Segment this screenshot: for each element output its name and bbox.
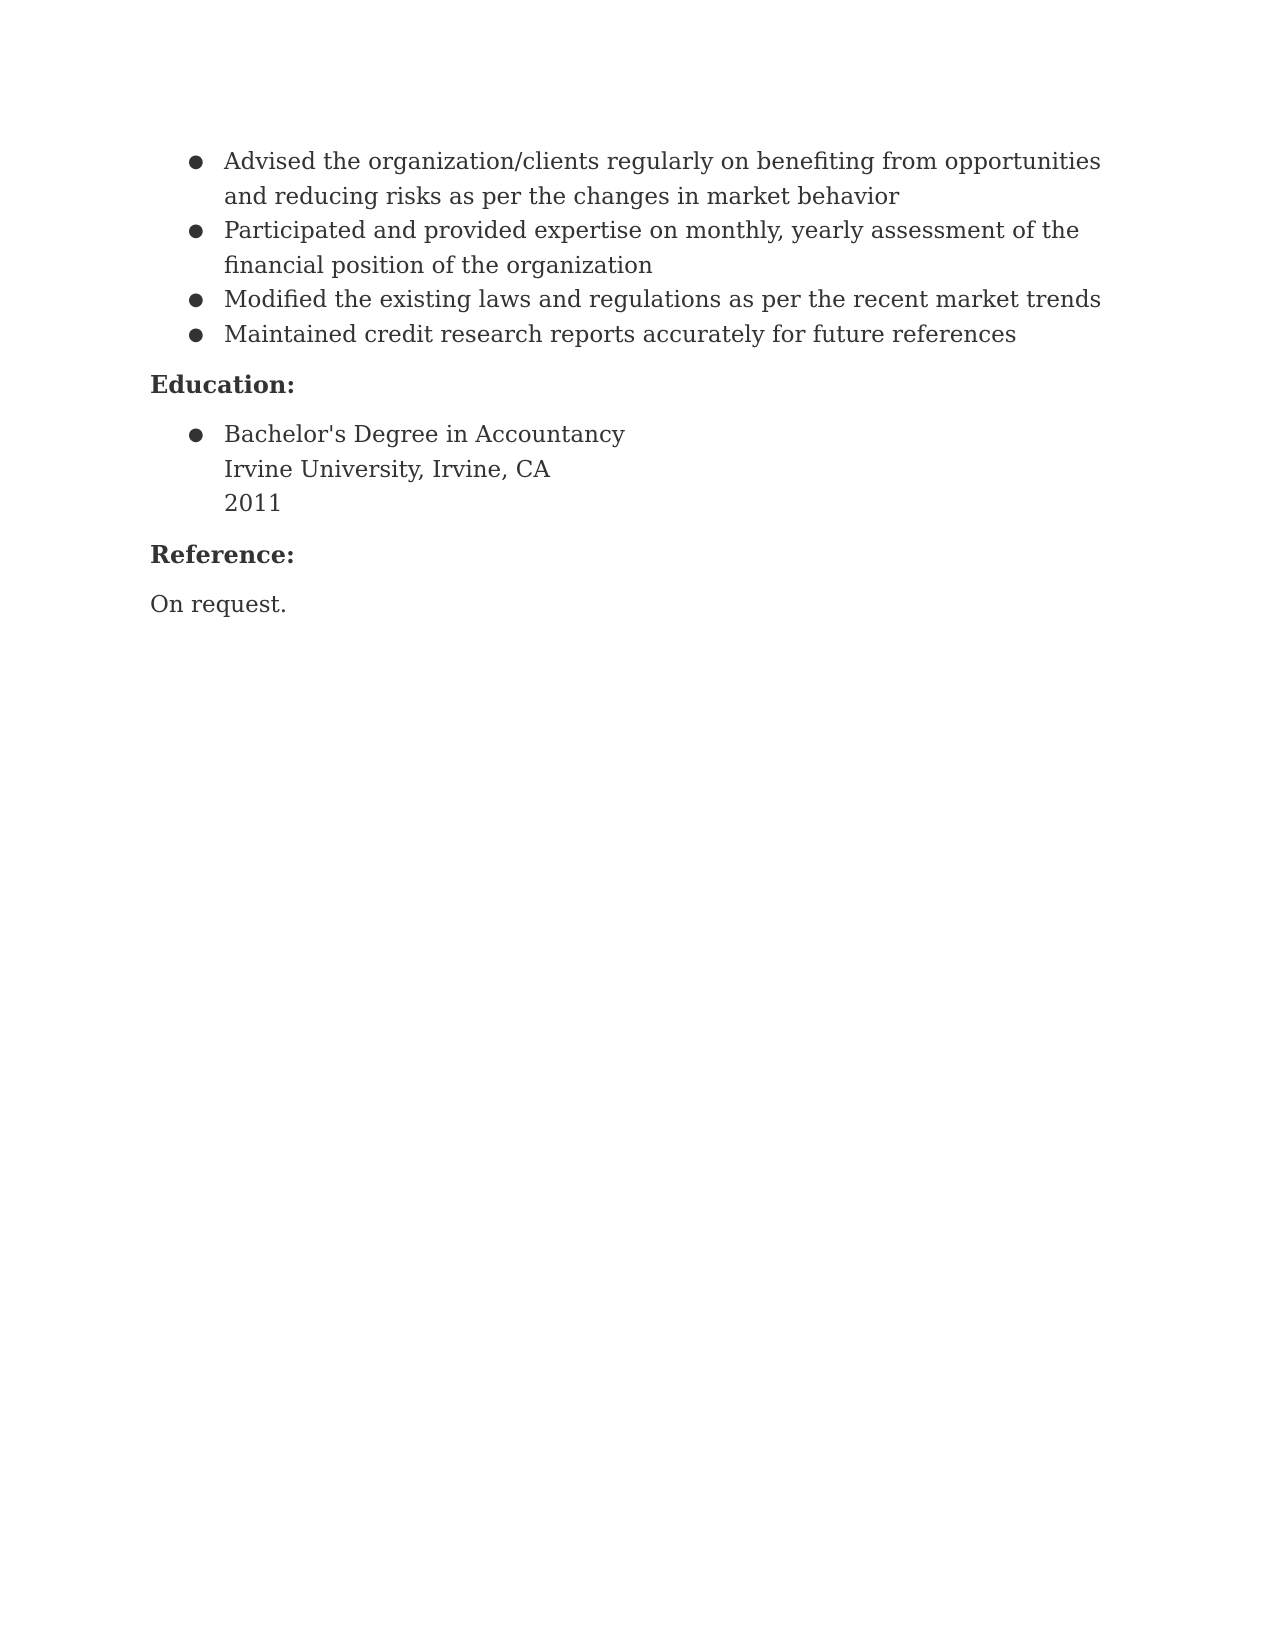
- reference-heading: Reference:: [150, 539, 295, 569]
- education-year: 2011: [224, 491, 283, 517]
- bullet-icon: ●: [188, 289, 204, 310]
- experience-bullet-text: Participated and provided expertise on monthly, yearly assessment of the financial position of the organization: [224, 218, 1080, 279]
- education-degree: Bachelor's Degree in Accountancy: [224, 422, 625, 448]
- list-item: [188, 214, 1120, 283]
- education-list: [150, 418, 1120, 522]
- resume-page: [150, 145, 1120, 622]
- list-item: [188, 145, 1120, 214]
- experience-bullet-text: Maintained credit research reports accurately for future references: [224, 321, 1017, 348]
- bullet-icon: ●: [188, 151, 204, 172]
- bullet-icon: ●: [188, 323, 204, 345]
- education-heading: Education:: [150, 370, 296, 399]
- experience-bullet-list: [150, 145, 1120, 352]
- reference-text: On request.: [150, 591, 288, 618]
- list-item: [188, 418, 1120, 522]
- experience-bullet-text: Advised the organization/clients regularly on benefiting from opportunities and reducing risks as per the changes in market behavior: [224, 149, 1101, 210]
- education-institution: Irvine University, Irvine, CA: [224, 456, 550, 483]
- list-item: [188, 283, 1120, 318]
- bullet-icon: ●: [188, 424, 204, 445]
- bullet-icon: ●: [188, 220, 204, 241]
- list-item: [188, 318, 1120, 353]
- experience-bullet-text: Modified the existing laws and regulations as per the recent market trends: [224, 287, 1102, 313]
